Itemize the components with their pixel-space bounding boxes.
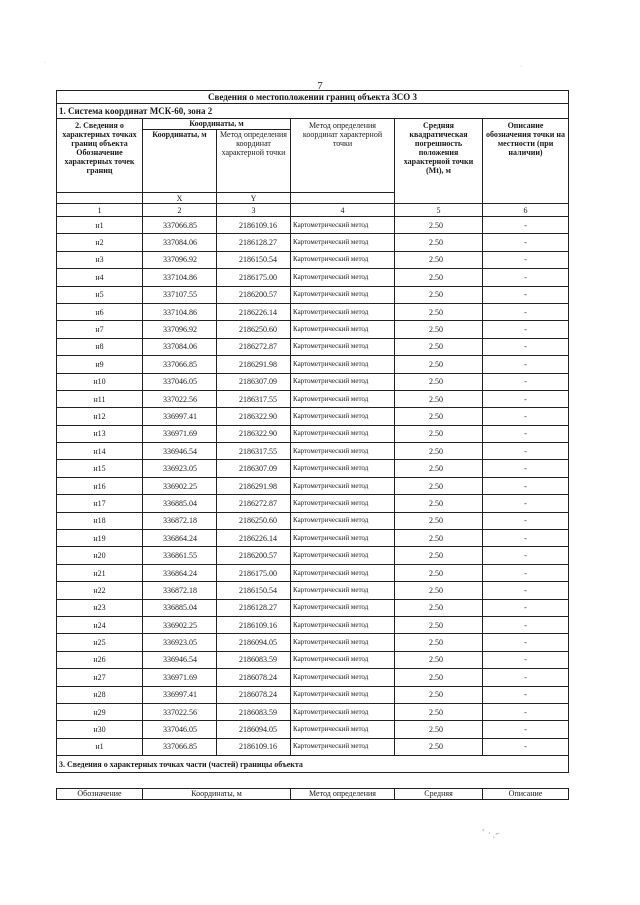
col-number: 2 [143,204,217,217]
method: Картометрический метод [291,390,395,407]
coord-x: 337104.86 [143,303,217,320]
error: 2.50 [395,251,483,268]
error: 2.50 [395,321,483,338]
method: Картометрический метод [291,303,395,320]
point-id: н5 [57,286,143,303]
table-row [57,599,569,616]
table-row [57,269,569,286]
method: Картометрический метод [291,269,395,286]
table-row [57,651,569,668]
coord-x: 337022.56 [143,703,217,720]
error: 2.50 [395,495,483,512]
error: 2.50 [395,269,483,286]
coord-x: 337022.56 [143,390,217,407]
point-id: н25 [57,634,143,651]
description: - [483,286,569,303]
coord-y: 2186226.14 [217,303,291,320]
point-id: н1 [57,217,143,234]
error: 2.50 [395,669,483,686]
error: 2.50 [395,373,483,390]
coord-x: 337066.85 [143,356,217,373]
method: Картометрический метод [291,703,395,720]
error: 2.50 [395,338,483,355]
coord-x: 337046.05 [143,721,217,738]
method: Картометрический метод [291,530,395,547]
description: - [483,269,569,286]
point-id: н20 [57,547,143,564]
point-id: н19 [57,530,143,547]
table-row [57,338,569,355]
coord-y: 2186272.87 [217,338,291,355]
coord-y: 2186109.16 [217,738,291,755]
table-row [57,321,569,338]
method: Картометрический метод [291,495,395,512]
table-row [57,477,569,494]
error: 2.50 [395,651,483,668]
coord-x: 336971.69 [143,425,217,442]
table-row [57,286,569,303]
table-row [57,721,569,738]
coord-x: 337096.92 [143,321,217,338]
page-number: 7 [317,80,323,92]
coord-x: 336946.54 [143,443,217,460]
coord-x: 336902.25 [143,616,217,633]
description: - [483,460,569,477]
header-point-designation: 2. Сведения о характерных точках границ объекта Обозначение характерных точек границ [57,119,143,193]
point-id: н21 [57,564,143,581]
coord-x: 336885.04 [143,495,217,512]
coord-y: 2186078.24 [217,669,291,686]
point-id: н16 [57,477,143,494]
coord-x: 337046.05 [143,373,217,390]
parts-table [56,788,569,800]
pen-mark: ﾞ · ˏ⌐ [482,829,500,838]
description: - [483,217,569,234]
table-row [57,738,569,755]
coord-x: 337107.55 [143,286,217,303]
col-number: 5 [395,204,483,217]
col-number: 4 [291,204,395,217]
point-id: н1 [57,738,143,755]
scan-speck: · [520,64,522,70]
error: 2.50 [395,477,483,494]
point-id: н15 [57,460,143,477]
table-row [57,495,569,512]
method: Картометрический метод [291,460,395,477]
table-row [57,373,569,390]
coord-y: 2186150.54 [217,251,291,268]
table-row [57,217,569,234]
error: 2.50 [395,686,483,703]
table-row [57,616,569,633]
coord-y: 2186109.16 [217,217,291,234]
parts-header-error: Средняя [395,789,483,800]
description: - [483,321,569,338]
error: 2.50 [395,721,483,738]
coord-y: 2186200.57 [217,286,291,303]
xy-spacer-method [291,193,395,204]
col-number: 3 [217,204,291,217]
method: Картометрический метод [291,356,395,373]
parts-header-coordinates: Координаты, м [143,789,291,800]
coord-x: 336997.41 [143,686,217,703]
coord-y: 2186317.55 [217,390,291,407]
point-id: н24 [57,616,143,633]
coord-y: 2186322.90 [217,408,291,425]
error: 2.50 [395,425,483,442]
coord-y: 2186226.14 [217,530,291,547]
point-id: н28 [57,686,143,703]
description: - [483,495,569,512]
coord-x: 336902.25 [143,477,217,494]
error: 2.50 [395,634,483,651]
coord-y: 2186150.54 [217,582,291,599]
coord-x: 336872.18 [143,512,217,529]
coord-x: 337084.06 [143,234,217,251]
coord-y: 2186128.27 [217,599,291,616]
method: Картометрический метод [291,373,395,390]
description: - [483,373,569,390]
description: - [483,669,569,686]
error: 2.50 [395,738,483,755]
coord-x: 336861.55 [143,547,217,564]
header-coordinates: Координаты, м [143,130,217,193]
description: - [483,703,569,720]
parts-header-designation: Обозначение [57,789,143,800]
method: Картометрический метод [291,338,395,355]
point-id: н26 [57,651,143,668]
table-row [57,582,569,599]
description: - [483,686,569,703]
coord-y: 2186307.09 [217,373,291,390]
boundary-table-frame [56,90,568,773]
point-id: н3 [57,251,143,268]
header-error: Средняя квадратическая погрешность положения характерной точки (Mt), м [395,119,483,204]
table-row [57,251,569,268]
point-id: н4 [57,269,143,286]
table-row [57,408,569,425]
error: 2.50 [395,582,483,599]
error: 2.50 [395,547,483,564]
description: - [483,564,569,581]
point-id: н29 [57,703,143,720]
coord-y: 2186094.05 [217,721,291,738]
description: - [483,512,569,529]
coord-x: 336885.04 [143,599,217,616]
point-id: н12 [57,408,143,425]
coord-y: 2186175.00 [217,564,291,581]
description: - [483,443,569,460]
description: - [483,634,569,651]
point-id: н6 [57,303,143,320]
table-row [57,564,569,581]
description: - [483,616,569,633]
method: Картометрический метод [291,477,395,494]
method: Картометрический метод [291,564,395,581]
table-row [57,530,569,547]
coord-x: 336997.41 [143,408,217,425]
error: 2.50 [395,599,483,616]
table-row [57,460,569,477]
coord-y: 2186250.60 [217,321,291,338]
description: - [483,390,569,407]
header-method: Метод определения координат характерной точки [291,119,395,193]
point-id: н13 [57,425,143,442]
coord-x: 336946.54 [143,651,217,668]
error: 2.50 [395,217,483,234]
method: Картометрический метод [291,234,395,251]
coord-y: 2186094.05 [217,634,291,651]
method: Картометрический метод [291,217,395,234]
method: Картометрический метод [291,616,395,633]
coord-x: 336923.05 [143,460,217,477]
description: - [483,477,569,494]
table-row [57,303,569,320]
description: - [483,547,569,564]
method: Картометрический метод [291,321,395,338]
scan-speck: · [44,60,46,66]
table-row [57,512,569,529]
error: 2.50 [395,443,483,460]
point-id: н2 [57,234,143,251]
coordinate-system-section: 1. Система координат МСК-60, зона 2 [57,104,569,119]
header-coordinates-group: Координаты, м [143,119,291,130]
point-id: н7 [57,321,143,338]
point-id: н18 [57,512,143,529]
error: 2.50 [395,616,483,633]
table-row [57,669,569,686]
error: 2.50 [395,234,483,251]
description: - [483,530,569,547]
description: - [483,234,569,251]
point-id: н27 [57,669,143,686]
coord-x: 337066.85 [143,217,217,234]
method: Картометрический метод [291,686,395,703]
point-rows [57,217,569,756]
error: 2.50 [395,460,483,477]
coord-y: 2186250.60 [217,512,291,529]
method: Картометрический метод [291,408,395,425]
coord-y: 2186322.90 [217,425,291,442]
table-title: Сведения о местоположении границ объекта ЗСО 3 [57,91,569,104]
description: - [483,582,569,599]
point-id: н22 [57,582,143,599]
coord-x: 336923.05 [143,634,217,651]
error: 2.50 [395,286,483,303]
method: Картометрический метод [291,582,395,599]
error: 2.50 [395,703,483,720]
error: 2.50 [395,530,483,547]
boundary-table [56,90,569,773]
point-id: н23 [57,599,143,616]
table-row [57,356,569,373]
method: Картометрический метод [291,721,395,738]
table-row [57,686,569,703]
coord-y: 2186291.98 [217,477,291,494]
table-row [57,634,569,651]
point-id: н10 [57,373,143,390]
point-id: н30 [57,721,143,738]
coord-x: 336872.18 [143,582,217,599]
parts-table-header [56,788,568,800]
method: Картометрический метод [291,738,395,755]
table-row [57,390,569,407]
coord-y: 2186083.59 [217,703,291,720]
method: Картометрический метод [291,634,395,651]
description: - [483,721,569,738]
coord-y: 2186200.57 [217,547,291,564]
point-id: н17 [57,495,143,512]
coord-y: 2186175.00 [217,269,291,286]
method: Картометрический метод [291,251,395,268]
method: Картометрический метод [291,512,395,529]
coord-x: 337084.06 [143,338,217,355]
table-row [57,234,569,251]
parts-section-title: 3. Сведения о характерных точках части (частей) границы объекта [57,756,569,773]
description: - [483,738,569,755]
error: 2.50 [395,303,483,320]
coord-y: 2186307.09 [217,460,291,477]
header-x: X [143,193,217,204]
coord-x: 337096.92 [143,251,217,268]
method: Картометрический метод [291,669,395,686]
error: 2.50 [395,512,483,529]
coord-y: 2186083.59 [217,651,291,668]
coord-y: 2186128.27 [217,234,291,251]
parts-header-method: Метод определения [291,789,395,800]
header-description: Описание обозначения точки на местности (при наличии) [483,119,569,204]
header-y: Y [217,193,291,204]
error: 2.50 [395,564,483,581]
method: Картометрический метод [291,599,395,616]
description: - [483,338,569,355]
coord-x: 337104.86 [143,269,217,286]
method: Картометрический метод [291,651,395,668]
coord-y: 2186291.98 [217,356,291,373]
method: Картометрический метод [291,547,395,564]
point-id: н14 [57,443,143,460]
col-number: 1 [57,204,143,217]
description: - [483,599,569,616]
error: 2.50 [395,408,483,425]
parts-header-description: Описание [483,789,569,800]
point-id: н9 [57,356,143,373]
coord-x: 336864.24 [143,564,217,581]
coord-x: 336971.69 [143,669,217,686]
coord-y: 2186109.16 [217,616,291,633]
description: - [483,251,569,268]
xy-spacer [57,193,143,204]
coord-x: 336864.24 [143,530,217,547]
coord-y: 2186317.55 [217,443,291,460]
coord-y: 2186272.87 [217,495,291,512]
header-coord-method: Метод определения координат характерной точки [217,130,291,193]
point-id: н8 [57,338,143,355]
error: 2.50 [395,356,483,373]
col-number: 6 [483,204,569,217]
point-id: н11 [57,390,143,407]
description: - [483,408,569,425]
coord-x: 337066.85 [143,738,217,755]
method: Картометрический метод [291,443,395,460]
method: Картометрический метод [291,425,395,442]
description: - [483,356,569,373]
table-row [57,425,569,442]
description: - [483,303,569,320]
method: Картометрический метод [291,286,395,303]
description: - [483,425,569,442]
coord-y: 2186078.24 [217,686,291,703]
table-row [57,547,569,564]
error: 2.50 [395,390,483,407]
description: - [483,651,569,668]
table-row [57,443,569,460]
table-row [57,703,569,720]
